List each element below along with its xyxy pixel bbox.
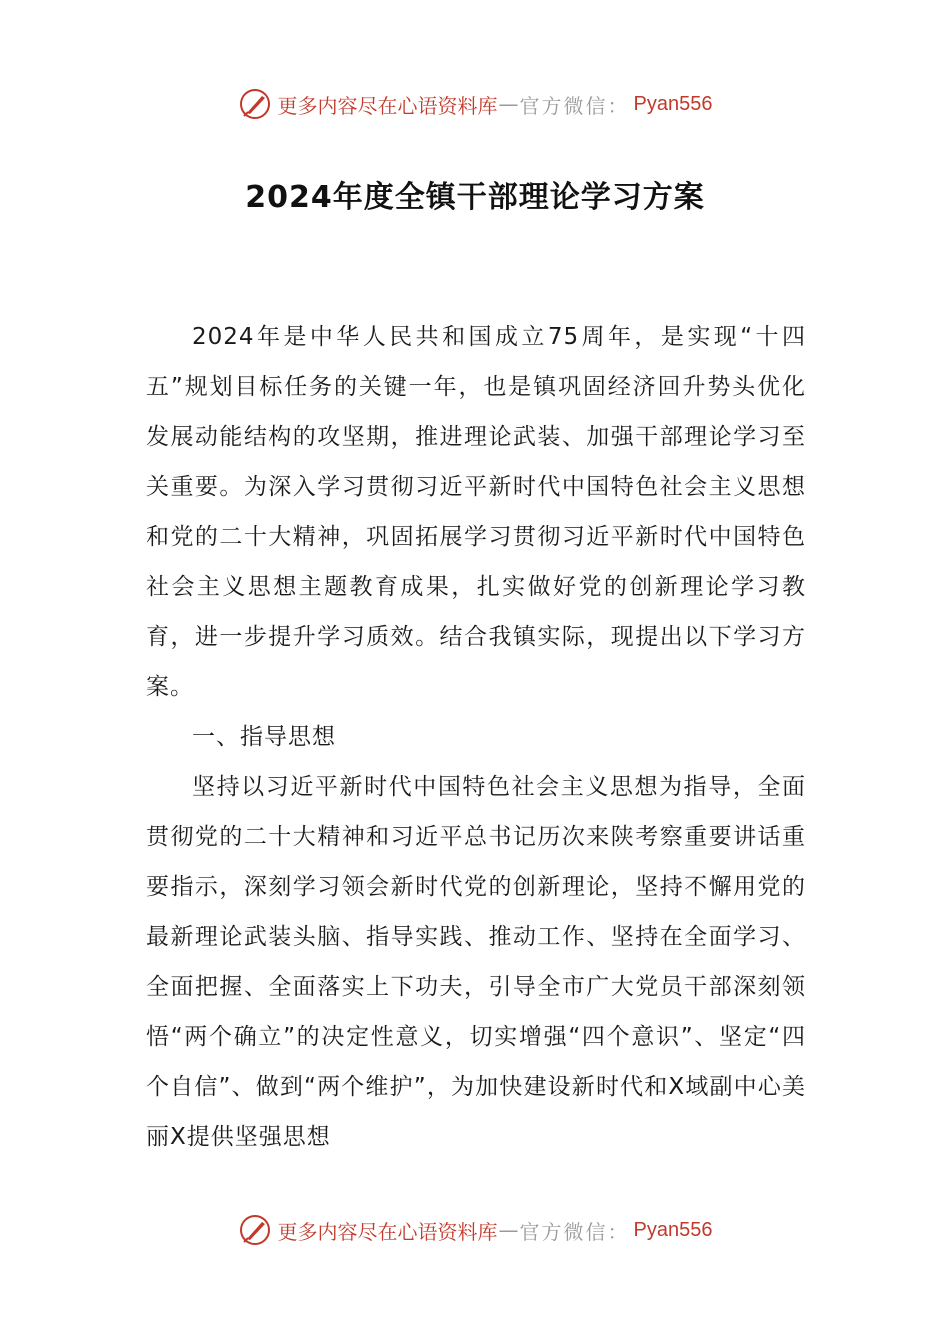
guiding-ideology-paragraph: 坚持以习近平新时代中国特色社会主义思想为指导，全面贯彻党的二十大精神和习近平总书记历次来陕考察重要讲话重要指示，深刻学习领会新时代党的创新理论，坚持不懈用党的最新理论武装头脑、指导实践、推动工作、坚持在全面学习、全面把握、全面落实上下功夫，引导全市广大党员干部深刻领悟“两个确立”的决定性意义，切实增强“四个意识”、坚定“四个自信”、做到“两个维护”，为加快建设新时代和X域副中心美丽X提供坚强思想 [146,774,806,1150]
footer-dash: — [498,1218,519,1242]
header-watermark-banner [0,84,950,124]
footer-site-text: 更多内容尽在心语资料库 [277,1219,498,1244]
section-heading-guiding-ideology: 一、指导思想 [192,724,336,750]
header-site-text: 更多内容尽在心语资料库 [277,93,498,118]
footer-watermark-banner [0,1210,950,1250]
quill-pen-logo-icon [238,1213,272,1247]
intro-paragraph: 2024年是中华人民共和国成立75周年，是实现“十四五”规划目标任务的关键一年，也是镇巩固经济回升势头优化发展动能结构的攻坚期，推进理论武装、加强干部理论学习至关重要。为深入学习贯彻习近平新时代中国特色社会主义思想和党的二十大精神，巩固拓展学习贯彻习近平新时代中国特色社会主义思想主题教育成果，扎实做好党的创新理论学习教育，进一步提升学习质效。结合我镇实际，现提出以下学习方案。 [146,324,806,700]
document-title: 2024年度全镇干部理论学习方案 [245,180,705,215]
footer-official-label: 官方微信： [519,1219,630,1244]
document-body [146,312,806,1162]
header-dash: — [498,92,519,116]
header-official-label: 官方微信： [519,93,630,118]
quill-pen-logo-icon [238,87,272,121]
footer-wechat-id: Pyan556 [633,1218,713,1241]
header-wechat-id: Pyan556 [633,92,713,115]
